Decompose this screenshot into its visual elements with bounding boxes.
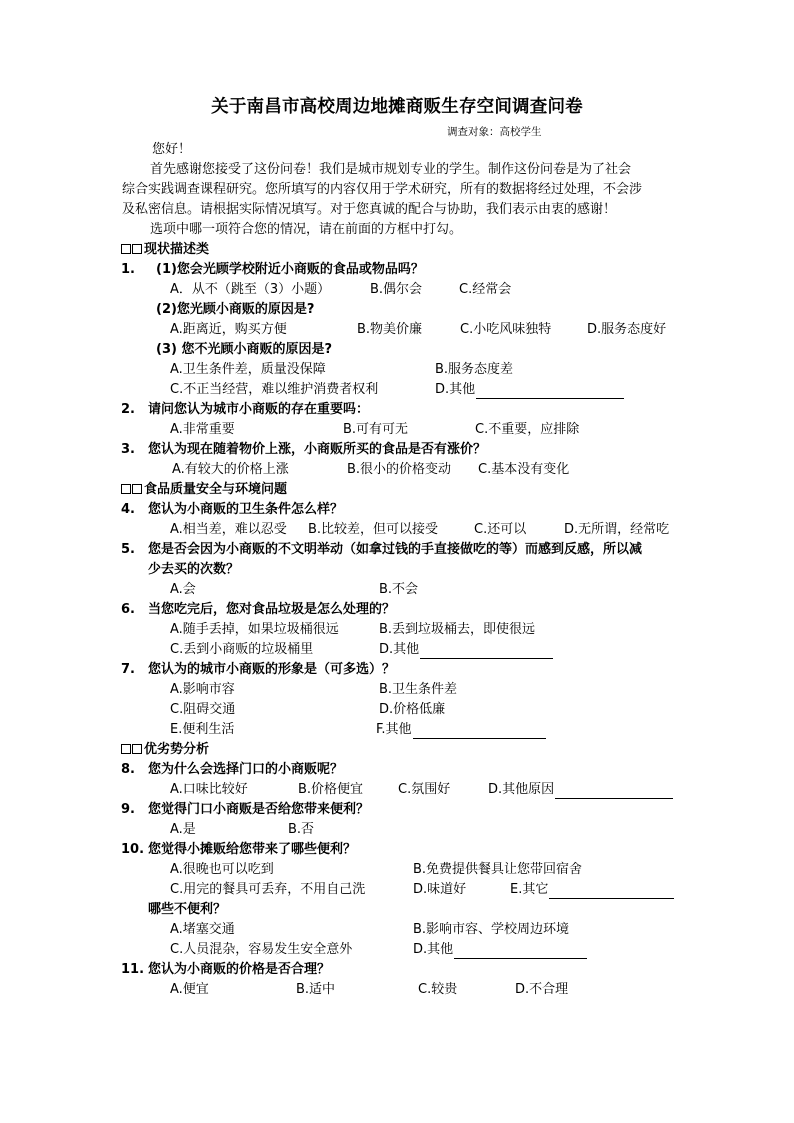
option[interactable]: A.距离近，购买方便 (170, 322, 287, 337)
option[interactable]: B.不会 (379, 582, 419, 597)
question-text: 您为什么会选择门口的小商贩呢？ (148, 762, 344, 777)
blank-line[interactable] (549, 885, 674, 899)
question-number: 4. (121, 502, 135, 517)
question-number: 10. (121, 842, 145, 857)
question-text: 请问您认为城市小商贩的存在重要吗： (148, 402, 370, 417)
option[interactable]: C.人员混杂，容易发生安全意外 (170, 942, 353, 957)
page-title: 关于南昌市高校周边地摊商贩生存空间调查问卷 (211, 97, 583, 117)
option[interactable]: C.不正当经营，难以维护消费者权利 (170, 382, 379, 397)
option[interactable]: C.用完的餐具可丢弃，不用自己洗 (170, 882, 366, 897)
checkbox-pair[interactable] (121, 481, 143, 499)
option[interactable]: B.比较差，但可以接受 (308, 522, 439, 537)
question-text: 您觉得门口小商贩是否给您带来便利？ (148, 802, 370, 817)
blank-line[interactable] (555, 785, 673, 799)
option-with-blank[interactable]: D.其他原因 (488, 781, 673, 799)
option[interactable]: A.很晚也可以吃到 (170, 862, 274, 877)
question-text: 您是否会因为小商贩的不文明举动（如拿过钱的手直接做吃的等）而感到反感，所以减 (148, 542, 643, 557)
question-text: (1)您会光顾学校附近小商贩的食品或物品吗？ (156, 262, 424, 277)
option[interactable]: B.免费提供餐具让您带回宿舍 (413, 862, 583, 877)
option[interactable]: A.便宜 (170, 982, 209, 997)
question-text: 您认为小商贩的卫生条件怎么样？ (148, 502, 344, 517)
option-with-blank[interactable]: E.其它 (510, 881, 674, 899)
option[interactable]: A．从不（跳至（3）小题） (170, 282, 331, 297)
question-text: 您认为现在随着物价上涨，小商贩所买的食品是否有涨价？ (148, 442, 487, 457)
question-number: 7. (121, 662, 135, 677)
question-number: 9. (121, 802, 135, 817)
question-number: 3. (121, 442, 135, 457)
option[interactable]: A.卫生条件差，质量没保障 (170, 362, 326, 377)
option[interactable]: D.味道好 (413, 882, 467, 897)
option[interactable]: B.物美价廉 (357, 322, 423, 337)
option[interactable]: B.偶尔会 (370, 282, 423, 297)
option[interactable]: A.影响市容 (170, 682, 235, 697)
option[interactable]: B.丢到垃圾桶去，即使很远 (379, 622, 536, 637)
intro-line-3: 及私密信息。请根据实际情况填写。对于您真诚的配合与协助，我们表示由衷的感谢！ (122, 202, 617, 217)
option[interactable]: D.价格低廉 (379, 702, 446, 717)
blank-line[interactable] (413, 725, 546, 739)
question-text-sub: 哪些不便利？ (148, 902, 227, 917)
option[interactable]: D.不合理 (515, 982, 569, 997)
option[interactable]: A.是 (170, 822, 196, 837)
option[interactable]: C.不重要，应排除 (475, 422, 580, 437)
checkbox-pair[interactable] (121, 741, 143, 759)
intro-line-1: 首先感谢您接受了这份问卷！我们是城市规划专业的学生。制作这份问卷是为了社会 (150, 162, 632, 177)
option[interactable]: B.价格便宜 (298, 782, 364, 797)
option[interactable]: A.堵塞交通 (170, 922, 235, 937)
option-with-blank[interactable]: D.其他 (435, 381, 624, 399)
option-with-blank[interactable]: D.其他 (413, 941, 587, 959)
greeting: 您好！ (152, 142, 192, 157)
question-number: 5. (121, 542, 135, 557)
section-heading-pros-cons: 优劣势分析 (121, 741, 209, 759)
question-text-cont: 少去买的次数？ (148, 562, 240, 577)
option[interactable]: A.有较大的价格上涨 (172, 462, 289, 477)
option[interactable]: B.否 (288, 822, 315, 837)
option[interactable]: E.便利生活 (170, 722, 235, 737)
intro-instruction: 选项中哪一项符合您的情况，请在前面的方框中打勾。 (150, 222, 463, 237)
option[interactable]: C.较贵 (418, 982, 458, 997)
option[interactable]: B.影响市容、学校周边环境 (413, 922, 570, 937)
option[interactable]: C.阻碍交通 (170, 702, 236, 717)
question-number: 1. (121, 262, 135, 277)
question-text: (2)您光顾小商贩的原因是? (156, 302, 315, 317)
option[interactable]: B.可有可无 (343, 422, 409, 437)
option[interactable]: A.随手丢掉，如果垃圾桶很远 (170, 622, 339, 637)
option[interactable]: B.很小的价格变动 (347, 462, 452, 477)
option-with-blank[interactable]: D.其他 (379, 641, 553, 659)
blank-line[interactable] (476, 385, 624, 399)
option[interactable]: B.服务态度差 (435, 362, 514, 377)
question-number: 2. (121, 402, 135, 417)
option[interactable]: C.还可以 (474, 522, 527, 537)
option[interactable]: D.无所谓，经常吃 (564, 522, 670, 537)
section-heading-current-status: 现状描述类 (121, 241, 209, 259)
intro-line-2: 综合实践调查课程研究。您所填写的内容仅用于学术研究，所有的数据将经过处理，不会涉 (122, 182, 643, 197)
question-number: 11. (121, 962, 145, 977)
option[interactable]: D.服务态度好 (587, 322, 667, 337)
question-text: (3) 您不光顾小商贩的原因是? (156, 342, 332, 357)
question-number: 8. (121, 762, 135, 777)
option[interactable]: C.丢到小商贩的垃圾桶里 (170, 642, 314, 657)
survey-target: 调查对象：高校学生 (447, 126, 542, 138)
option[interactable]: A.口味比较好 (170, 782, 248, 797)
option[interactable]: B.卫生条件差 (379, 682, 458, 697)
question-text: 您认为小商贩的价格是否合理？ (148, 962, 331, 977)
option[interactable]: A.相当差，难以忍受 (170, 522, 287, 537)
option[interactable]: B.适中 (296, 982, 336, 997)
blank-line[interactable] (420, 645, 553, 659)
option[interactable]: C.氛围好 (398, 782, 451, 797)
option[interactable]: C.基本没有变化 (478, 462, 570, 477)
option[interactable]: C.小吃风味独特 (460, 322, 552, 337)
option[interactable]: A.会 (170, 582, 196, 597)
section-heading-food-safety: 食品质量安全与环境问题 (121, 481, 287, 499)
checkbox-pair[interactable] (121, 241, 143, 259)
question-text: 当您吃完后，您对食品垃圾是怎么处理的？ (148, 602, 396, 617)
question-text: 您认为的城市小商贩的形象是（可多选）？ (148, 662, 396, 677)
option[interactable]: A.非常重要 (170, 422, 235, 437)
option[interactable]: C.经常会 (459, 282, 512, 297)
question-number: 6. (121, 602, 135, 617)
question-text: 您觉得小摊贩给您带来了哪些便利？ (148, 842, 357, 857)
option-with-blank[interactable]: F.其他 (376, 721, 546, 739)
blank-line[interactable] (454, 945, 587, 959)
